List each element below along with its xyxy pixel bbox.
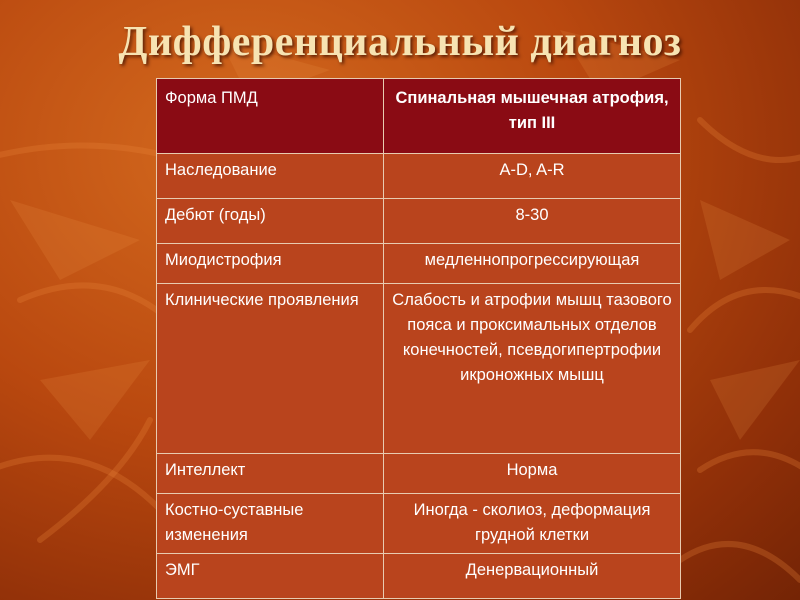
table-row	[157, 494, 681, 554]
row-label-cell: Миодистрофия	[157, 244, 384, 284]
table-row	[157, 244, 681, 284]
table-row	[157, 199, 681, 244]
diagnosis-table	[156, 78, 681, 599]
row-label-cell: Интеллект	[157, 454, 384, 494]
row-label-cell: Дебют (годы)	[157, 199, 384, 244]
row-label-cell: Костно-суставные изменения	[157, 494, 384, 554]
row-value-cell: Денервационный	[384, 554, 681, 599]
table-header-row	[157, 79, 681, 154]
row-value-cell: Слабость и атрофии мышц тазового пояса и проксимальных отделов конечностей, псевдогипертрофии икроножных мышц	[384, 284, 681, 454]
table-row	[157, 154, 681, 199]
slide-title: Дифференциальный диагноз	[118, 19, 682, 65]
table-row	[157, 454, 681, 494]
row-value-cell: A-D, A-R	[384, 154, 681, 199]
row-value-cell: Норма	[384, 454, 681, 494]
row-value-cell: медленнопрогрессирующая	[384, 244, 681, 284]
row-label-cell: Наследование	[157, 154, 384, 199]
row-value-cell: 8-30	[384, 199, 681, 244]
table-row	[157, 284, 681, 454]
row-label-cell: Клинические проявления	[157, 284, 384, 454]
header-value-cell: Спинальная мышечная атрофия, тип III	[384, 79, 681, 154]
header-label-cell: Форма ПМД	[157, 79, 384, 154]
row-value-cell: Иногда - сколиоз, деформация грудной клетки	[384, 494, 681, 554]
table-row	[157, 554, 681, 599]
row-label-cell: ЭМГ	[157, 554, 384, 599]
